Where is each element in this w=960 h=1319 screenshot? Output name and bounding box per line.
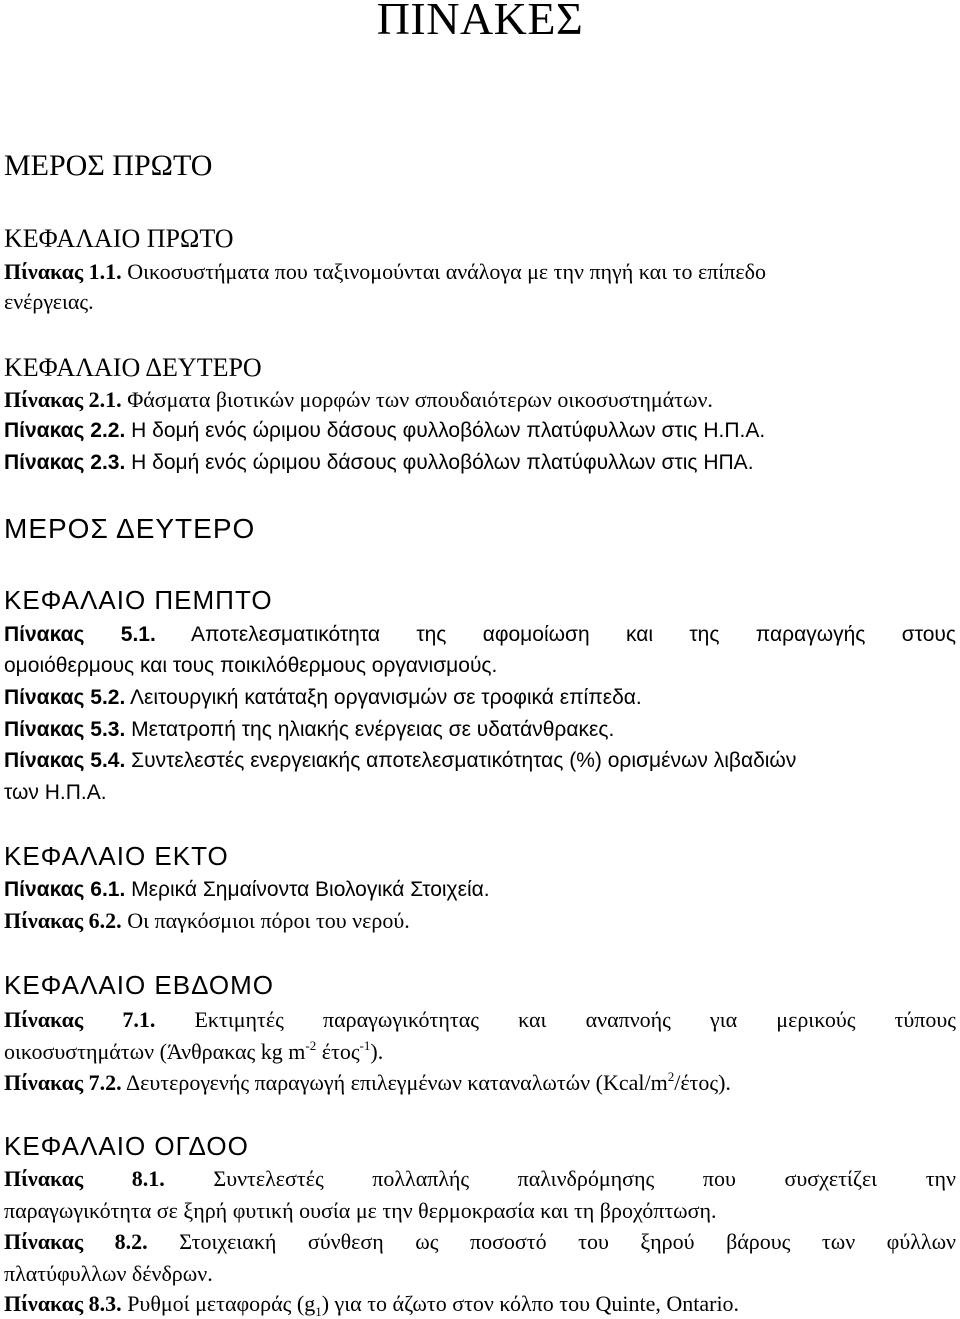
- table-label: Πίνακας 1.1.: [4, 259, 122, 284]
- table-entry-5-1-cont: ομοιόθερμους και τους ποικιλόθερμους οργανισμούς.: [4, 654, 498, 677]
- table-caption: Οικοσυστήματα που ταξινομούνται ανάλογα με την πηγή και το επίπεδο: [127, 259, 766, 284]
- superscript: -1: [359, 1038, 371, 1053]
- chapter-five-heading: ΚΕΦΑΛΑΙΟ ΠΕΜΠΤΟ: [4, 585, 273, 615]
- table-caption: Συντελεστές πολλαπλής παλινδρόμησης που συσχετίζει την: [213, 1166, 956, 1191]
- table-entry-8-2-cont: πλατύφυλλων δένδρων.: [4, 1261, 213, 1286]
- table-entry-5-4-cont: των Η.Π.Α.: [4, 781, 107, 804]
- table-entry-5-1: [4, 622, 956, 648]
- table-entry-7-1: [4, 1007, 956, 1033]
- table-caption: Μετατροπή της ηλιακής ενέργειας σε υδατάνθρακες.: [131, 718, 615, 741]
- table-entry-7-1-cont: [4, 1039, 383, 1065]
- table-label: Πίνακας 5.1.: [4, 623, 156, 646]
- table-label: Πίνακας 8.3.: [4, 1291, 122, 1316]
- table-entry-7-2: [4, 1070, 731, 1096]
- table-caption: Οι παγκόσμιοι πόροι του νερού.: [127, 908, 410, 933]
- caption-part: ) για το άζωτο στον κόλπο του Quinte, Ontario.: [321, 1291, 740, 1316]
- table-entry-8-3: [4, 1291, 739, 1317]
- table-entry-1-1: [4, 259, 956, 285]
- table-caption: Στοιχειακή σύνθεση ως ποσοστό του ξηρού βάρους των φύλλων: [179, 1229, 956, 1254]
- table-label: Πίνακας 8.2.: [4, 1229, 148, 1254]
- table-entry-8-2: [4, 1229, 956, 1255]
- table-entry-6-1: [4, 877, 490, 903]
- table-label: Πίνακας 7.1.: [4, 1007, 156, 1032]
- chapter-six-heading: ΚΕΦΑΛΑΙΟ ΕΚΤΟ: [4, 841, 229, 871]
- page-title: ΠΙΝΑΚΕΣ: [376, 0, 584, 44]
- table-entry-2-1: [4, 387, 713, 413]
- table-label: Πίνακας 2.3.: [4, 451, 126, 474]
- table-caption: Συντελεστές ενεργειακής αποτελεσματικότητας (%) ορισμένων λιβαδιών: [131, 749, 797, 772]
- table-caption: Εκτιμητές παραγωγικότητας και αναπνοής για μερικούς τύπους: [194, 1007, 957, 1032]
- table-label: Πίνακας 5.3.: [4, 718, 126, 741]
- table-caption: Αποτελεσματικότητα της αφομοίωση και της παραγωγής στους: [190, 623, 956, 646]
- table-caption: Λειτουργική κατάταξη οργανισμών σε τροφικά επίπεδα.: [129, 686, 642, 709]
- table-label: Πίνακας 6.2.: [4, 908, 122, 933]
- table-label: Πίνακας 7.2.: [4, 1070, 122, 1095]
- table-label: Πίνακας 6.1.: [4, 878, 126, 901]
- caption-part: Δευτερογενής παραγωγή επιλεγμένων καταναλωτών (Kcal/m: [125, 1070, 668, 1095]
- table-label: Πίνακας 8.1.: [4, 1166, 165, 1191]
- table-caption: Η δομή ενός ώριμου δάσους φυλλοβόλων πλατύφυλλων στις Η.Π.Α.: [131, 419, 766, 442]
- superscript: 2: [667, 1069, 675, 1084]
- table-entry-2-3: [4, 450, 754, 476]
- chapter-seven-heading: ΚΕΦΑΛΑΙΟ ΕΒΔΟΜΟ: [4, 970, 275, 1000]
- subscript: 1: [315, 1304, 322, 1319]
- table-entry-8-1: [4, 1166, 956, 1192]
- caption-part: οικοσυστημάτων (Άνθρακας kg m: [4, 1039, 306, 1064]
- table-entry-8-1-cont: παραγωγικότητα σε ξηρή φυτική ουσία με την θερμοκρασία και τη βροχόπτωση.: [4, 1198, 717, 1223]
- table-entry-5-3: [4, 717, 614, 743]
- superscript: -2: [305, 1038, 317, 1053]
- table-caption: Φάσματα βιοτικών μορφών των σπουδαιότερων οικοσυστημάτων.: [127, 387, 713, 412]
- caption-part: /έτος).: [674, 1070, 731, 1095]
- table-caption: [127, 1291, 740, 1319]
- table-entry-2-2: [4, 418, 765, 444]
- caption-part: ).: [370, 1039, 384, 1064]
- table-label: Πίνακας 5.2.: [4, 686, 126, 709]
- part-one-heading: ΜΕΡΟΣ ΠΡΩΤΟ: [4, 149, 213, 182]
- caption-part: Ρυθμοί μεταφοράς (g: [127, 1291, 316, 1316]
- table-label: Πίνακας 5.4.: [4, 749, 126, 772]
- table-entry-1-1-cont: ενέργειας.: [4, 289, 94, 314]
- table-caption: Μερικά Σημαίνοντα Βιολογικά Στοιχεία.: [131, 878, 490, 901]
- table-label: Πίνακας 2.1.: [4, 387, 122, 412]
- table-entry-5-2: [4, 685, 642, 711]
- chapter-two-heading: ΚΕΦΑΛΑΙΟ ΔΕΥΤΕΡΟ: [4, 353, 262, 382]
- table-caption: Η δομή ενός ώριμου δάσους φυλλοβόλων πλατύφυλλων στις ΗΠΑ.: [131, 451, 754, 474]
- table-caption: [126, 1070, 731, 1095]
- table-label: Πίνακας 2.2.: [4, 419, 126, 442]
- table-entry-6-2: [4, 908, 410, 934]
- part-two-heading: ΜΕΡΟΣ ΔΕΥΤΕΡΟ: [4, 513, 256, 544]
- caption-part: έτος: [316, 1039, 360, 1064]
- table-entry-5-4: [4, 748, 796, 774]
- chapter-one-heading: ΚΕΦΑΛΑΙΟ ΠΡΩΤΟ: [4, 224, 234, 253]
- chapter-eight-heading: ΚΕΦΑΛΑΙΟ ΟΓΔΟΟ: [4, 1131, 249, 1161]
